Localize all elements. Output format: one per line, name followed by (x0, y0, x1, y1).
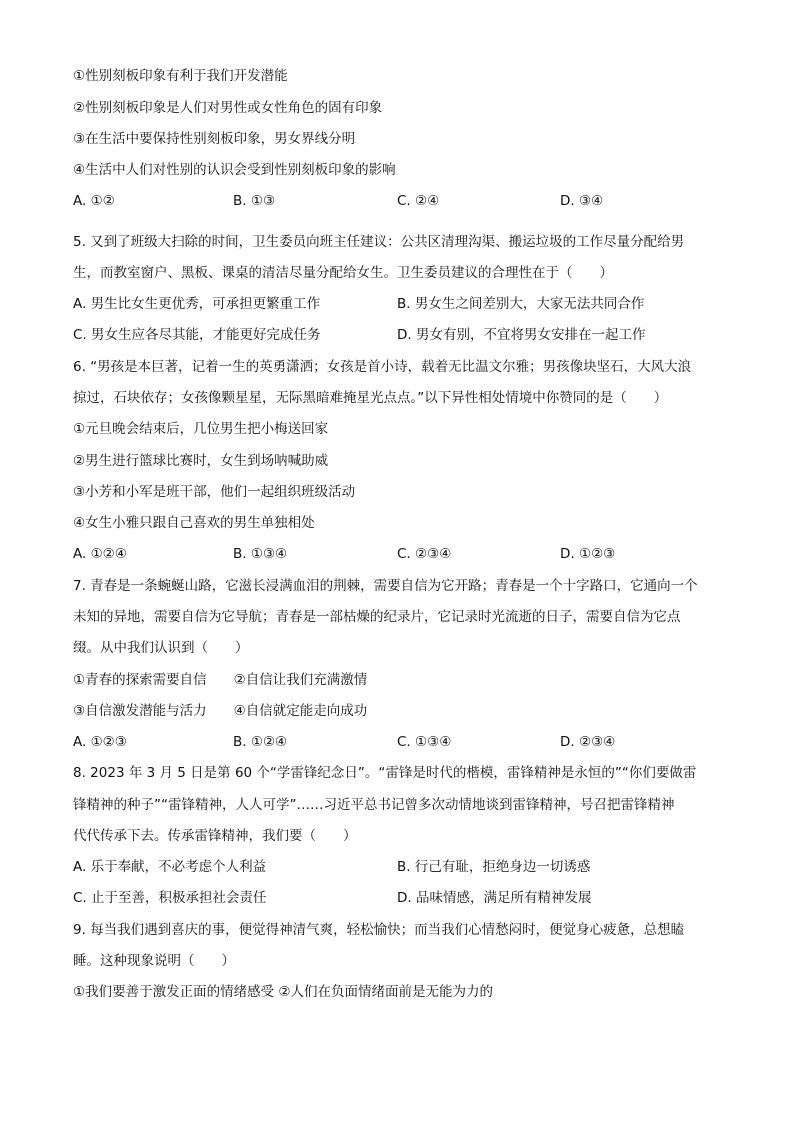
q7-stem-line-2: 未知的异地，需要自信为它导航；青春是一部枯燥的纪录片，它记录时光流逝的日子，需要自信为它点 (73, 609, 681, 625)
q4-statement-2: ②性别刻板印象是人们对男性或女性角色的固有印象 (73, 100, 383, 116)
q4-statement-4: ④生活中人们对性别的认识会受到性别刻板印象的影响 (73, 162, 396, 178)
q4-options (73, 191, 733, 211)
q7-statements-row-1: ①青春的探索需要自信 ②自信让我们充满激情 (73, 672, 368, 688)
q4-statement-3: ③在生活中要保持性别刻板印象，男女界线分明 (73, 131, 356, 147)
q7-statements-row-2: ③自信激发潜能与活力 ④自信就定能走向成功 (73, 703, 368, 719)
q8-stem-line-1: 8. 2023 年 3 月 5 日是第 60 个“学雷锋纪念日”。“雷锋是时代的楷模，雷锋精神是永恒的”“你们要做雷 (73, 765, 697, 781)
q8-option-c[interactable]: C. 止于至善，积极承担社会责任 (73, 890, 267, 906)
q9-statements-row-1: ①我们要善于激发正面的情绪感受 ②人们在负面情绪面前是无能为力的 (73, 984, 493, 1000)
q5-option-a[interactable]: A. 男生比女生更优秀，可承担更繁重工作 (73, 296, 321, 312)
q7-stem-line-3: 缀。从中我们认识到（ ） (73, 640, 249, 656)
q5-options-row-2 (73, 325, 733, 345)
q6-option-a[interactable]: A. ①②④ (73, 546, 127, 562)
q7-option-b[interactable]: B. ①②④ (233, 734, 288, 750)
q4-option-c[interactable]: C. ②④ (397, 193, 440, 209)
q6-statement-3: ③小芳和小军是班干部，他们一起组织班级活动 (73, 484, 356, 500)
q7-option-d[interactable]: D. ②③④ (560, 734, 616, 750)
q6-option-c[interactable]: C. ②③④ (397, 546, 452, 562)
q8-option-a[interactable]: A. 乐于奉献，不必考虑个人利益 (73, 859, 267, 875)
q4-option-a[interactable]: A. ①② (73, 193, 115, 209)
q4-statement-1: ①性别刻板印象有利于我们开发潜能 (73, 68, 288, 84)
q8-options-row-2 (73, 888, 733, 908)
q6-statement-4: ④女生小雅只跟自己喜欢的男生单独相处 (73, 515, 315, 531)
q6-option-d[interactable]: D. ①②③ (560, 546, 616, 562)
q4-option-b[interactable]: B. ①③ (233, 193, 276, 209)
q7-option-c[interactable]: C. ①③④ (397, 734, 452, 750)
q8-option-d[interactable]: D. 品味情感，满足所有精神发展 (397, 890, 592, 906)
q5-option-d[interactable]: D. 男女有别，不宜将男女安排在一起工作 (397, 327, 646, 343)
q5-option-b[interactable]: B. 男女生之间差别大，大家无法共同合作 (397, 296, 645, 312)
q6-option-b[interactable]: B. ①③④ (233, 546, 288, 562)
q7-option-a[interactable]: A. ①②③ (73, 734, 127, 750)
q9-stem-line-2: 睡。这种现象说明（ ） (73, 953, 235, 969)
q5-option-c[interactable]: C. 男女生应各尽其能，才能更好完成任务 (73, 327, 321, 343)
q7-options (73, 732, 733, 752)
q8-stem-line-3: 代代传承下去。传承雷锋精神，我们要（ ） (73, 828, 357, 844)
q8-options-row-1 (73, 857, 733, 877)
q6-statement-1: ①元旦晚会结束后，几位男生把小梅送回家 (73, 421, 329, 437)
q6-statement-2: ②男生进行篮球比赛时，女生到场呐喊助威 (73, 453, 329, 469)
q7-stem-line-1: 7. 青春是一条蜿蜒山路，它滋长浸满血泪的荆棘，需要自信为它开路；青春是一个十字路口，它通向一个 (73, 578, 698, 594)
q5-stem-line-1: 5. 又到了班级大扫除的时间，卫生委员向班主任建议：公共区清理沟渠、搬运垃圾的工作尽量分配给男 (73, 234, 685, 250)
q8-stem-line-2: 锋精神的种子”“雷锋精神，人人可学”……习近平总书记曾多次动情地谈到雷锋精神，号召把雷锋精神 (73, 797, 675, 813)
q5-stem-line-2: 生，而教室窗户、黑板、课桌的清洁尽量分配给女生。卫生委员建议的合理性在于（ ） (73, 265, 613, 281)
q6-options (73, 544, 733, 564)
q9-stem-line-1: 9. 每当我们遇到喜庆的事，便觉得神清气爽，轻松愉快；而当我们心情愁闷时，便觉身心疲惫，总想瞌 (73, 922, 685, 938)
q5-options-row-1 (73, 294, 733, 314)
q6-stem-line-1: 6. “男孩是本巨著，记着一生的英勇潇洒；女孩是首小诗，载着无比温文尔雅；男孩像块坚石，大风大浪 (73, 359, 692, 375)
q6-stem-line-2: 掠过，石块依存；女孩像颗星星，无际黑暗难掩星光点点。”以下异性相处情境中你赞同的是（ ） (73, 390, 668, 406)
q8-option-b[interactable]: B. 行己有耻，拒绝身边一切诱惑 (397, 859, 591, 875)
q4-option-d[interactable]: D. ③④ (560, 193, 604, 209)
